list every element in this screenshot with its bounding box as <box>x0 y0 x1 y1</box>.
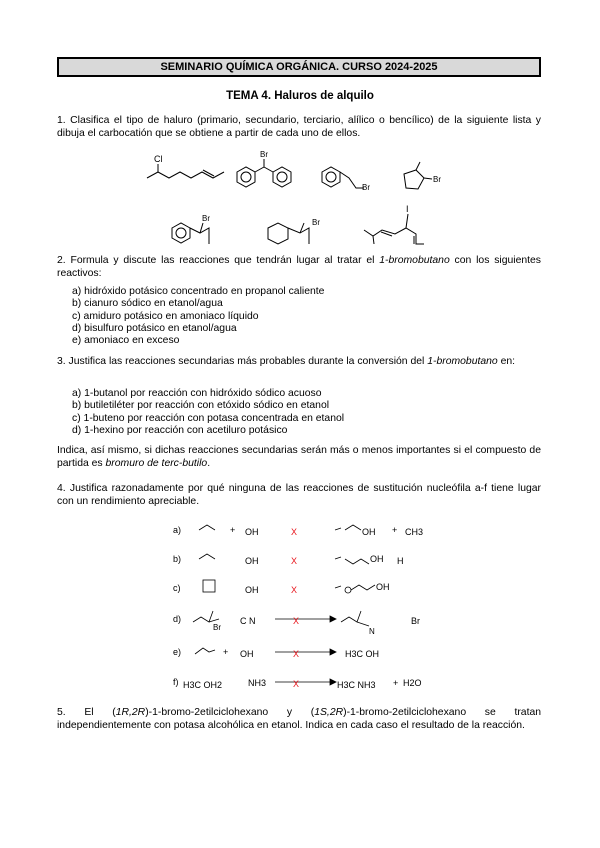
q3-extra-em: bromuro de terc-butilo <box>105 457 208 469</box>
list-item: a) hidróxido potásico concentrado en propanol caliente <box>72 286 325 297</box>
product: OH <box>376 582 390 592</box>
question-2-list <box>72 286 324 347</box>
reagent: OH <box>245 585 259 595</box>
reaction-label: b) <box>173 554 182 564</box>
byproduct: Br <box>411 616 420 626</box>
q2-text-b: con los siguientes reactivos: <box>57 255 541 279</box>
q5-part-2: )-1-bromo-2etilciclohexano y ( <box>145 707 315 718</box>
reagent: OH <box>240 649 254 659</box>
product: H3C OH <box>345 649 380 659</box>
reaction-label: c) <box>173 583 181 593</box>
plus-sign: + <box>230 525 236 535</box>
reaction-a <box>173 525 423 537</box>
molecule-iodo-diene <box>364 204 424 244</box>
tema-title: TEMA 4. Haluros de alquilo <box>226 90 374 102</box>
question-2-text <box>57 255 541 280</box>
x-mark: X <box>291 585 298 595</box>
molecule-bromopropylbenzene <box>172 214 210 244</box>
q5-stereo-2: 1S,2R <box>314 707 344 718</box>
x-mark: X <box>293 649 300 659</box>
label-br-5: Br <box>312 218 320 227</box>
x-mark: X <box>293 679 300 689</box>
reaction-label: d) <box>173 614 182 624</box>
plus-sign: + <box>223 647 229 657</box>
molecule-methylcyclopentyl-bromide <box>404 162 441 189</box>
q5-part-3: )-1-bromo-2etilciclohexano se tratan independientemente con potasa alcohólica en etanol. Indica en cada caso el resultado de la reacción. <box>57 707 542 731</box>
question-5-text <box>57 707 541 732</box>
product: N <box>369 627 375 636</box>
reaction-b <box>173 554 404 566</box>
q4-reactions <box>165 518 465 698</box>
reaction-e <box>173 647 379 659</box>
q3-extra-a: Indica, así mismo, si dichas reacciones secundarias serán más o menos importantes si el compuesto de partida es <box>57 445 541 469</box>
molecule-chloroheptene <box>147 154 224 178</box>
header-title: SEMINARIO QUÍMICA ORGÁNICA. CURSO 2024-2025 <box>160 61 438 73</box>
reaction-f <box>173 677 422 690</box>
q3-text-a: 3. Justifica las reacciones secundarias más probables durante la conversión del <box>57 356 428 367</box>
molecule-phenethyl-bromide <box>322 167 370 192</box>
q2-text-a: 2. Formula y discute las reacciones que tendrán lugar al tratar el <box>57 255 380 266</box>
reagent: NH3 <box>248 678 267 688</box>
question-3-text <box>57 356 541 369</box>
plus-sign: + <box>393 678 399 688</box>
x-mark: X <box>291 527 298 537</box>
list-item: d) bisulfuro potásico en etanol/agua <box>72 322 237 334</box>
reagent: OH <box>245 556 259 566</box>
question-3-extra <box>57 445 541 470</box>
list-item: b) butiletiléter por reacción con etóxido sódico en etanol <box>72 400 330 412</box>
byproduct: H <box>397 556 404 566</box>
label-cl: Cl <box>154 154 163 164</box>
reaction-d <box>173 611 420 636</box>
list-item: b) cianuro sódico en etanol/agua <box>72 298 223 310</box>
reaction-label: a) <box>173 525 182 535</box>
byproduct: H2O <box>403 678 422 688</box>
molecule-benzhydryl-bromide <box>237 150 291 187</box>
q3-text-b: en: <box>497 356 516 367</box>
q3-extra-b: . <box>207 457 211 469</box>
list-item: c) amiduro potásico en amoniaco líquido <box>72 310 259 322</box>
label-br-4: Br <box>202 214 210 223</box>
x-mark: X <box>291 556 298 566</box>
plus-sign: + <box>392 525 398 535</box>
substrate: H3C OH2 <box>183 680 223 690</box>
list-item: e) amoniaco en exceso <box>72 335 180 347</box>
x-mark: X <box>293 616 300 626</box>
reagent: OH <box>245 527 259 537</box>
substrate-halide: Br <box>213 623 221 632</box>
product: H3C NH3 <box>337 680 376 690</box>
label-br-3: Br <box>433 175 441 184</box>
q1-structures <box>140 148 470 260</box>
label-br-2: Br <box>362 183 370 192</box>
q2-text-em: 1-bromobutano <box>379 255 450 266</box>
q5-part-1: 5. El ( <box>57 707 116 718</box>
reaction-label: f) <box>173 677 179 687</box>
list-item: c) 1-buteno por reacción con potasa concentrada en etanol <box>72 412 345 424</box>
question-3-list <box>72 388 344 437</box>
label-br-1: Br <box>260 150 268 159</box>
header-banner <box>57 57 541 77</box>
molecule-bromopropylcyclohexane <box>268 218 320 244</box>
list-item: a) 1-butanol por reacción con hidróxido sódico acuoso <box>72 388 322 399</box>
reaction-c <box>173 580 390 595</box>
product: OH <box>362 527 376 537</box>
question-1-text: 1. Clasifica el tipo de haluro (primario, secundario, terciario, alílico o bencílico) de la siguiente lista y dibuja el carbocatión que se obtiene a partir de cada uno de ellos. <box>57 115 541 139</box>
q3-text-em: 1-bromobutano <box>427 356 498 367</box>
list-item: d) 1-hexino por reacción con acetiluro potásico <box>72 424 288 436</box>
product: OH <box>370 554 384 564</box>
q5-stereo-1: 1R,2R <box>115 707 146 718</box>
byproduct: CH3 <box>405 527 424 537</box>
label-i: I <box>406 204 409 214</box>
question-4-text: 4. Justifica razonadamente por qué ninguna de las reacciones de sustitución nucleófila a-f tiene lugar con un rendimiento apreciable. <box>57 483 541 507</box>
reaction-label: e) <box>173 647 182 657</box>
reagent: C N <box>240 616 256 626</box>
